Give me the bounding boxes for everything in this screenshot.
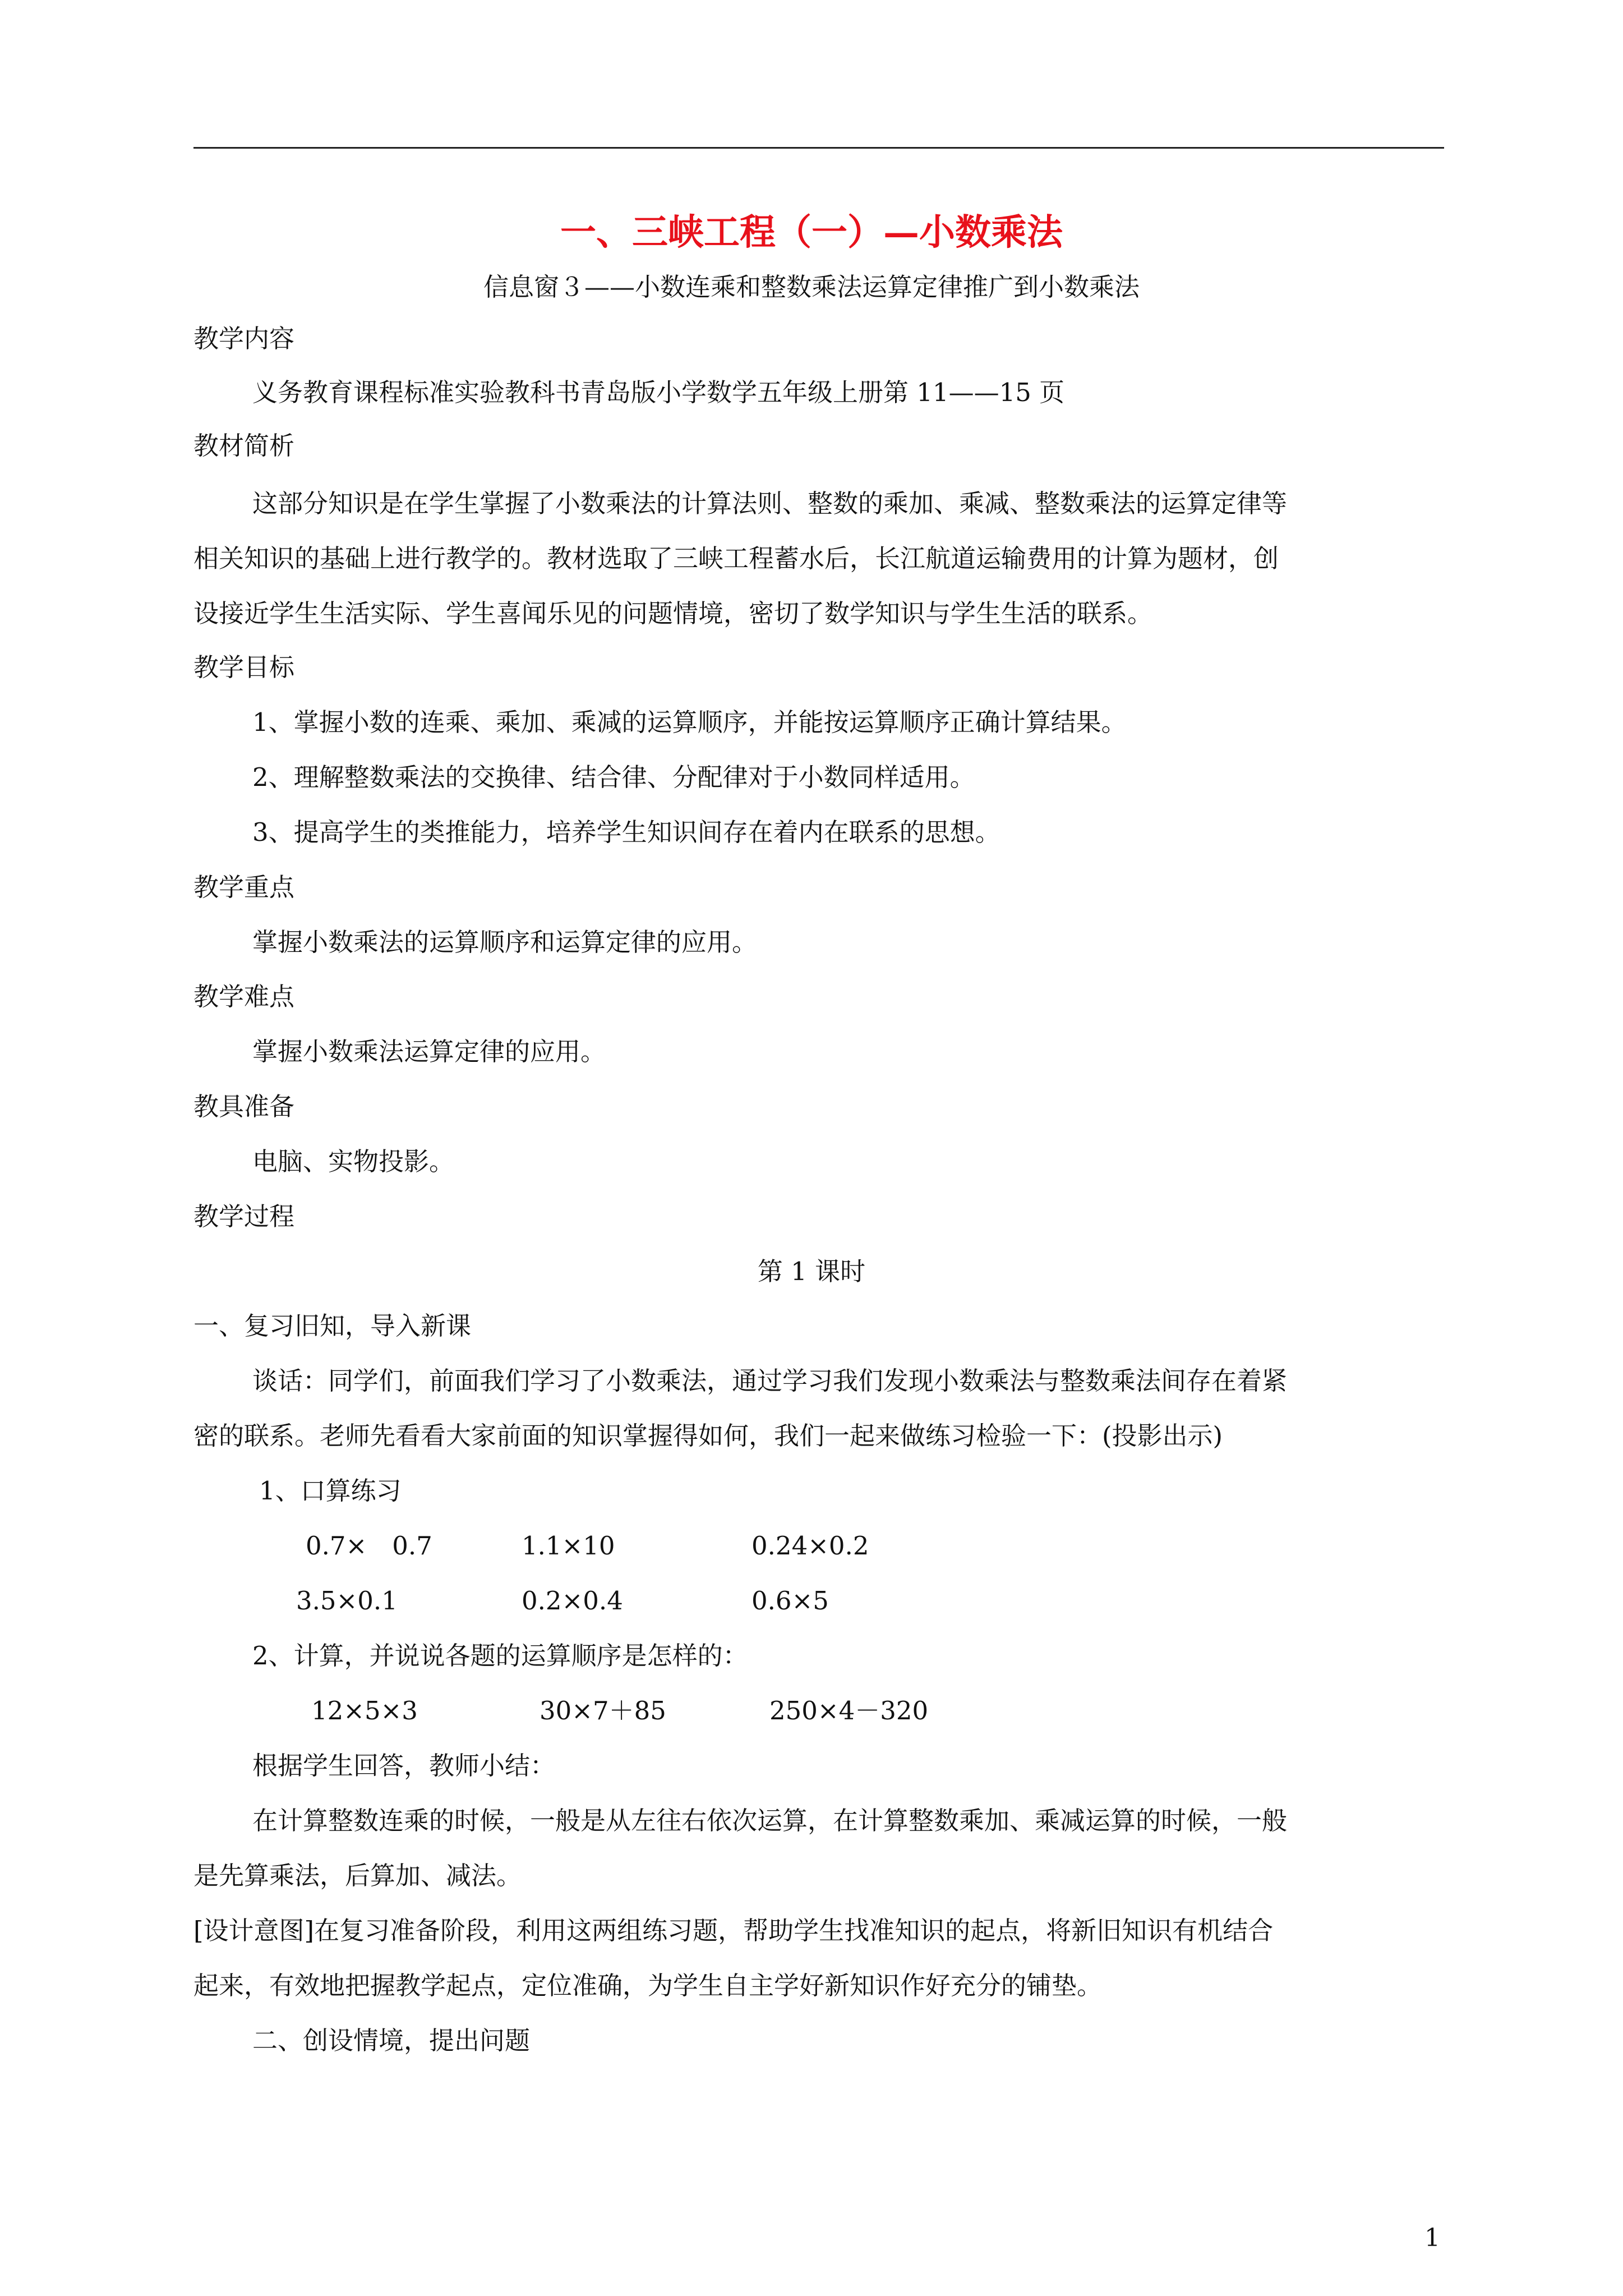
section-heading-difficulties: 教学难点 (193, 982, 295, 1011)
analysis-line-1: 这部分知识是在学生掌握了小数乘法的计算法则、整数的乘加、乘减、整数乘法的运算定律等 (252, 489, 1288, 518)
section-heading-key-points: 教学重点 (193, 872, 295, 902)
difficulties-paragraph: 掌握小数乘法运算定律的应用。 (252, 1037, 606, 1066)
design-intent-line-1: [设计意图]在复习准备阶段，利用这两组练习题，帮助学生找准知识的起点，将新旧知识有机结合 (193, 1916, 1274, 1945)
section-heading-content: 教学内容 (193, 324, 295, 353)
goal-item-2: 2、理解整数乘法的交换律、结合律、分配律对于小数同样适用。 (252, 762, 975, 792)
summary-intro: 根据学生回答，教师小结： (252, 1751, 556, 1780)
content-paragraph: 义务教育课程标准实验教科书青岛版小学数学五年级上册第 11——15 页 (252, 378, 1065, 407)
summary-line-1: 在计算整数连乘的时候，一般是从左往右依次运算，在计算整数乘加、乘减运算的时候，一般 (252, 1806, 1288, 1835)
design-intent-line-2: 起来，有效地把握教学起点，定位准确，为学生自主学好新知识作好充分的铺垫。 (193, 1971, 1103, 2000)
tools-paragraph: 电脑、实物投影。 (252, 1147, 455, 1176)
analysis-line-3: 设接近学生生活实际、学生喜闻乐见的问题情境，密切了数学知识与学生生活的联系。 (193, 599, 1153, 628)
section-heading-analysis: 教材简析 (193, 431, 295, 461)
calc-expression: 30×7＋85 (540, 1696, 666, 1726)
oral-expression: 3.5×0.1 (296, 1586, 398, 1616)
document-subtitle: 信息窗３——小数连乘和整数乘法运算定律推广到小数乘法 (483, 272, 1140, 302)
header-rule (193, 147, 1444, 149)
oral-expression: 0.2×0.4 (522, 1586, 623, 1616)
talk-line-2: 密的联系。老师先看看大家前面的知识掌握得如何，我们一起来做练习检验一下：(投影出示) (193, 1421, 1223, 1451)
analysis-line-2: 相关知识的基础上进行教学的。教材选取了三峡工程蓄水后，长江航道运输费用的计算为题材，创 (193, 544, 1279, 573)
lesson-label: 第 1 课时 (757, 1257, 866, 1286)
oral-expression: 0.24×0.2 (751, 1531, 869, 1561)
key-points-paragraph: 掌握小数乘法的运算顺序和运算定律的应用。 (252, 927, 758, 957)
part-1-heading: 一、复习旧知，导入新课 (193, 1311, 472, 1341)
goal-item-3: 3、提高学生的类推能力，培养学生知识间存在着内在联系的思想。 (252, 817, 1000, 847)
page-number: 1 (1424, 2224, 1440, 2252)
goal-item-1: 1、掌握小数的连乘、乘加、乘减的运算顺序，并能按运算顺序正确计算结果。 (252, 707, 1127, 737)
calc-expression: 250×4－320 (769, 1696, 929, 1726)
section-heading-goals: 教学目标 (193, 652, 295, 682)
oral-expression: 1.1×10 (522, 1531, 615, 1561)
exercise-2-heading: 2、计算，并说说各题的运算顺序是怎样的： (252, 1641, 748, 1671)
oral-expression: 0.7× 0.7 (306, 1531, 432, 1561)
document-title: 一、三峡工程（一）—小数乘法 (560, 211, 1063, 254)
summary-line-2: 是先算乘法，后算加、减法。 (193, 1861, 522, 1890)
part-2-heading: 二、创设情境，提出问题 (252, 2026, 531, 2055)
exercise-1-heading: 1、口算练习 (259, 1476, 402, 1506)
section-heading-process: 教学过程 (193, 1202, 295, 1231)
talk-line-1: 谈话：同学们，前面我们学习了小数乘法，通过学习我们发现小数乘法与整数乘法间存在着紧 (252, 1366, 1288, 1396)
section-heading-tools: 教具准备 (193, 1092, 295, 1121)
oral-expression: 0.6×5 (751, 1586, 829, 1616)
calc-expression: 12×5×3 (311, 1696, 418, 1726)
